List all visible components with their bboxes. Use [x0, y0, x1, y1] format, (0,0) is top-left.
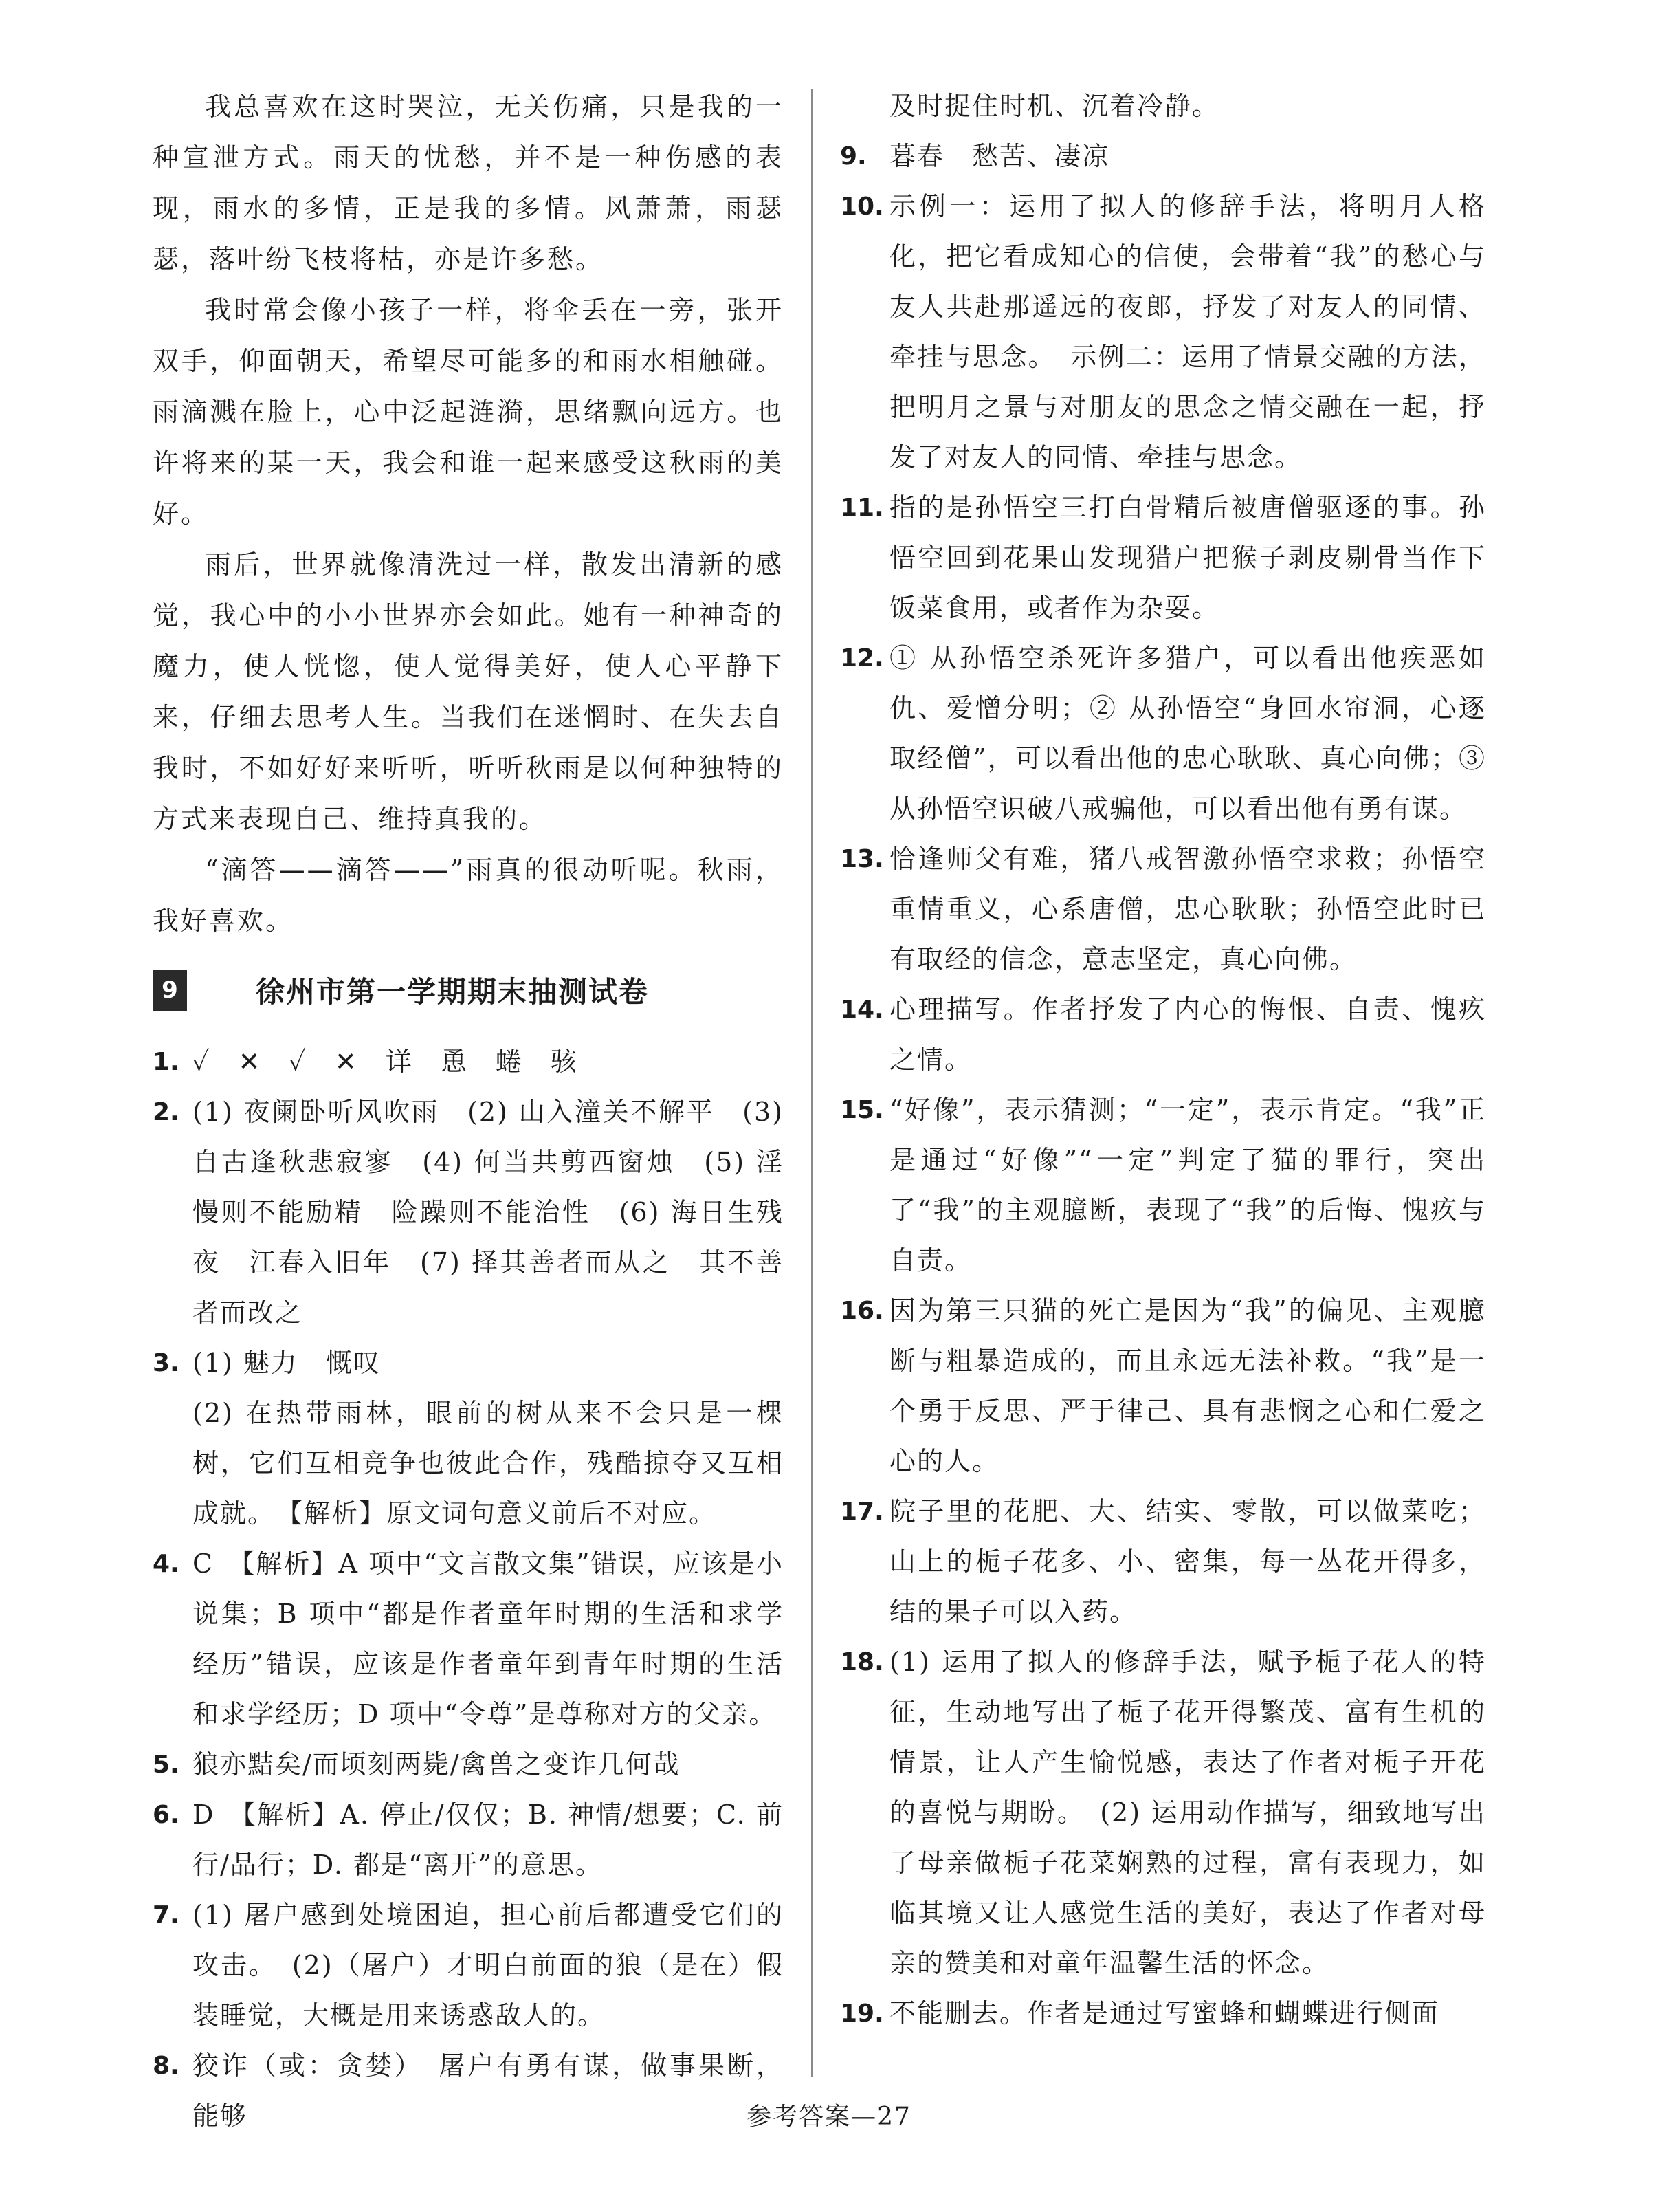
answer-text: 心理描写。作者抒发了内心的悔恨、自责、愧疚之情。 — [889, 994, 1486, 1075]
answer-number: 11. — [840, 494, 884, 522]
answer-item — [153, 1087, 784, 1338]
answer-text: (1) 魅力 慨叹 — [192, 1348, 381, 1378]
answer-text: D 【解析】A. 停止/仅仅；B. 神情/想要；C. 前行/品行；D. 都是“离开”的意思。 — [192, 1799, 784, 1880]
answer-number: 5. — [153, 1751, 179, 1779]
answer-number: 9. — [840, 142, 867, 171]
answer-number: 4. — [153, 1550, 179, 1578]
answer-item — [840, 1989, 1486, 2039]
answer-item — [840, 834, 1486, 985]
answer-text: (1) 运用了拟人的修辞手法，赋予栀子花人的特征，生动地写出了栀子花开得繁茂、富有生机的情景，让人产生愉悦感，表达了作者对栀子开花的喜悦与期盼。 (2) 运用动作描写，细致地写出了母亲做栀子花菜娴熟的过程，富有表现力，如临其境又让人感觉生活的美好，表达了作者对母亲的赞美和对童年温馨生活的怀念。 — [889, 1647, 1486, 1978]
answer-item — [840, 182, 1486, 483]
answer-item — [153, 1037, 784, 1087]
answer-text: (1) 夜阑卧听风吹雨 (2) 山入潼关不解平 (3) 自古逢秋悲寂寥 (4) 何当共剪西窗烛 (5) 淫慢则不能励精 险躁则不能治性 (6) 海日生残夜 江春入旧年 (7) 择其善者而从之 其不善者而改之 — [192, 1097, 784, 1328]
essay-paragraph: 我时常会像小孩子一样，将伞丢在一旁，张开双手，仰面朝天，希望尽可能多的和雨水相触碰。雨滴溅在脸上，心中泛起涟漪，思绪飘向远方。也许将来的某一天，我会和谁一起来感受这秋雨的美好。 — [153, 295, 784, 529]
essay-paragraph: 雨后，世界就像清洗过一样，散发出清新的感觉，我心中的小小世界亦会如此。她有一种神奇的魔力，使人恍惚，使人觉得美好，使人心平静下来，仔细去思考人生。当我们在迷惘时、在失去自我时，不如好好来听听，听听秋雨是以何种独特的方式来表现自己、维持真我的。 — [153, 549, 784, 834]
answer-item — [153, 1338, 784, 1388]
answer-text: 院子里的花肥、大、结实、零散，可以做菜吃；山上的栀子花多、小、密集，每一丛花开得多，结的果子可以入药。 — [889, 1496, 1486, 1627]
answer-number: 17. — [840, 1498, 884, 1526]
essay-paragraph: “滴答——滴答——”雨真的很动听呢。秋雨，我好喜欢。 — [153, 855, 784, 936]
answer-text: ✓ ✕ ✓ ✕ 详 恿 蜷 骇 — [192, 1047, 578, 1077]
answer-text: ① 从孙悟空杀死许多猎户，可以看出他疾恶如仇、爱憎分明；② 从孙悟空“身回水帘洞，心逐取经僧”，可以看出他的忠心耿耿、真心向佛；③ 从孙悟空识破八戒骗他，可以看出他有勇有谋。 — [889, 643, 1486, 824]
section-title: 徐州市第一学期期末抽测试卷 — [256, 975, 650, 1009]
answer-item — [840, 131, 1486, 182]
answer-item — [153, 1890, 784, 2041]
essay-paragraph: 我总喜欢在这时哭泣，无关伤痛，只是我的一种宣泄方式。雨天的忧愁，并不是一种伤感的表现，雨水的多情，正是我的多情。风萧萧，雨瑟瑟，落叶纷飞枝将枯，亦是许多愁。 — [153, 91, 784, 274]
answer-text: 狼亦黠矣/而顷刻两毙/禽兽之变诈几何哉 — [192, 1749, 681, 1780]
answer-number: 7. — [153, 1901, 179, 1929]
answer-number: 10. — [840, 193, 884, 221]
answer-text: (1) 屠户感到处境困迫，担心前后都遭受它们的攻击。 (2)（屠户）才明白前面的狼（是在）假装睡觉，大概是用来诱惑敌人的。 — [192, 1900, 784, 2030]
answer-number: 13. — [840, 845, 884, 873]
answer-text: (2) 在热带雨林，眼前的树从来不会只是一棵树，它们互相竞争也彼此合作，残酷掠夺又互相成就。 【解析】原文词句意义前后不对应。 — [192, 1398, 784, 1529]
answer-text: 指的是孙悟空三打白骨精后被唐僧驱逐的事。孙悟空回到花果山发现猎户把猴子剥皮剔骨当作下饭菜食用，或者作为杂耍。 — [889, 492, 1486, 623]
answer-number: 18. — [840, 1648, 884, 1676]
answer-item — [153, 1388, 784, 1539]
section-header — [153, 961, 784, 1019]
answer-text: 暮春 愁苦、凄凉 — [889, 141, 1110, 171]
answer-item — [840, 483, 1486, 633]
answer-text: 示例一：运用了拟人的修辞手法，将明月人格化，把它看成知心的信使，会带着“我”的愁心与友人共赴那遥远的夜郎，抒发了对友人的同情、牵挂与思念。 示例二：运用了情景交融的方法，把明月之景与对朋友的思念之情交融在一起，抒发了对友人的同情、牵挂与思念。 — [889, 191, 1486, 472]
answer-item — [840, 1637, 1486, 1989]
answer-number: 12. — [840, 644, 884, 672]
answer-number: 3. — [153, 1349, 179, 1377]
answer-text: 恰逢师父有难，猪八戒智激孙悟空求救；孙悟空重情重义，心系唐僧，忠心耿耿；孙悟空此时已有取经的信念，意志坚定，真心向佛。 — [889, 844, 1486, 974]
answer-list-right — [840, 131, 1486, 2039]
answer-number: 14. — [840, 996, 884, 1024]
answer-item — [840, 1487, 1486, 1637]
right-column — [840, 81, 1486, 2039]
answer-number: 2. — [153, 1098, 179, 1126]
answer-list-left — [153, 1037, 784, 2141]
answer-text: 因为第三只猫的死亡是因为“我”的偏见、主观臆断与粗暴造成的，而且永远无法补救。“我”是一个勇于反思、严于律己、具有悲悯之心和仁爱之心的人。 — [889, 1295, 1486, 1476]
answer-number: 19. — [840, 2000, 884, 2028]
answer-item — [840, 1085, 1486, 1286]
answer-item — [153, 1740, 784, 1790]
answer-number: 15. — [840, 1096, 884, 1124]
answer-number: 1. — [153, 1048, 179, 1076]
answer-text: 狡诈（或：贪婪） 屠户有勇有谋，做事果断，能够 — [192, 2050, 784, 2131]
section-number-badge: 9 — [153, 970, 187, 1011]
left-column — [153, 81, 784, 2141]
answer-number: 16. — [840, 1297, 884, 1325]
column-divider — [811, 89, 813, 2077]
answer-item — [153, 1539, 784, 1740]
answer-number: 8. — [153, 2052, 179, 2080]
answer-text: 不能删去。作者是通过写蜜蜂和蝴蝶进行侧面 — [889, 1998, 1440, 2028]
answer-item — [840, 633, 1486, 834]
answer-item — [840, 1286, 1486, 1487]
answer-text: “好像”，表示猜测；“一定”，表示肯定。“我”正是通过“好像”“一定”判定了猫的罪行，突出了“我”的主观臆断，表现了“我”的后悔、愧疚与自责。 — [889, 1095, 1486, 1275]
answer-number: 6. — [153, 1801, 179, 1829]
answer-item — [840, 985, 1486, 1085]
page-footer: 参考答案—27 — [747, 2103, 911, 2131]
answer-text: C 【解析】A 项中“文言散文集”错误，应该是小说集；B 项中“都是作者童年时期的生活和求学经历”错误，应该是作者童年到青年时期的生活和求学经历；D 项中“令尊”是尊称对方的父亲。 — [192, 1548, 784, 1729]
answer-item — [153, 1790, 784, 1890]
answer-continuation: 及时捉住时机、沉着冷静。 — [889, 91, 1220, 121]
